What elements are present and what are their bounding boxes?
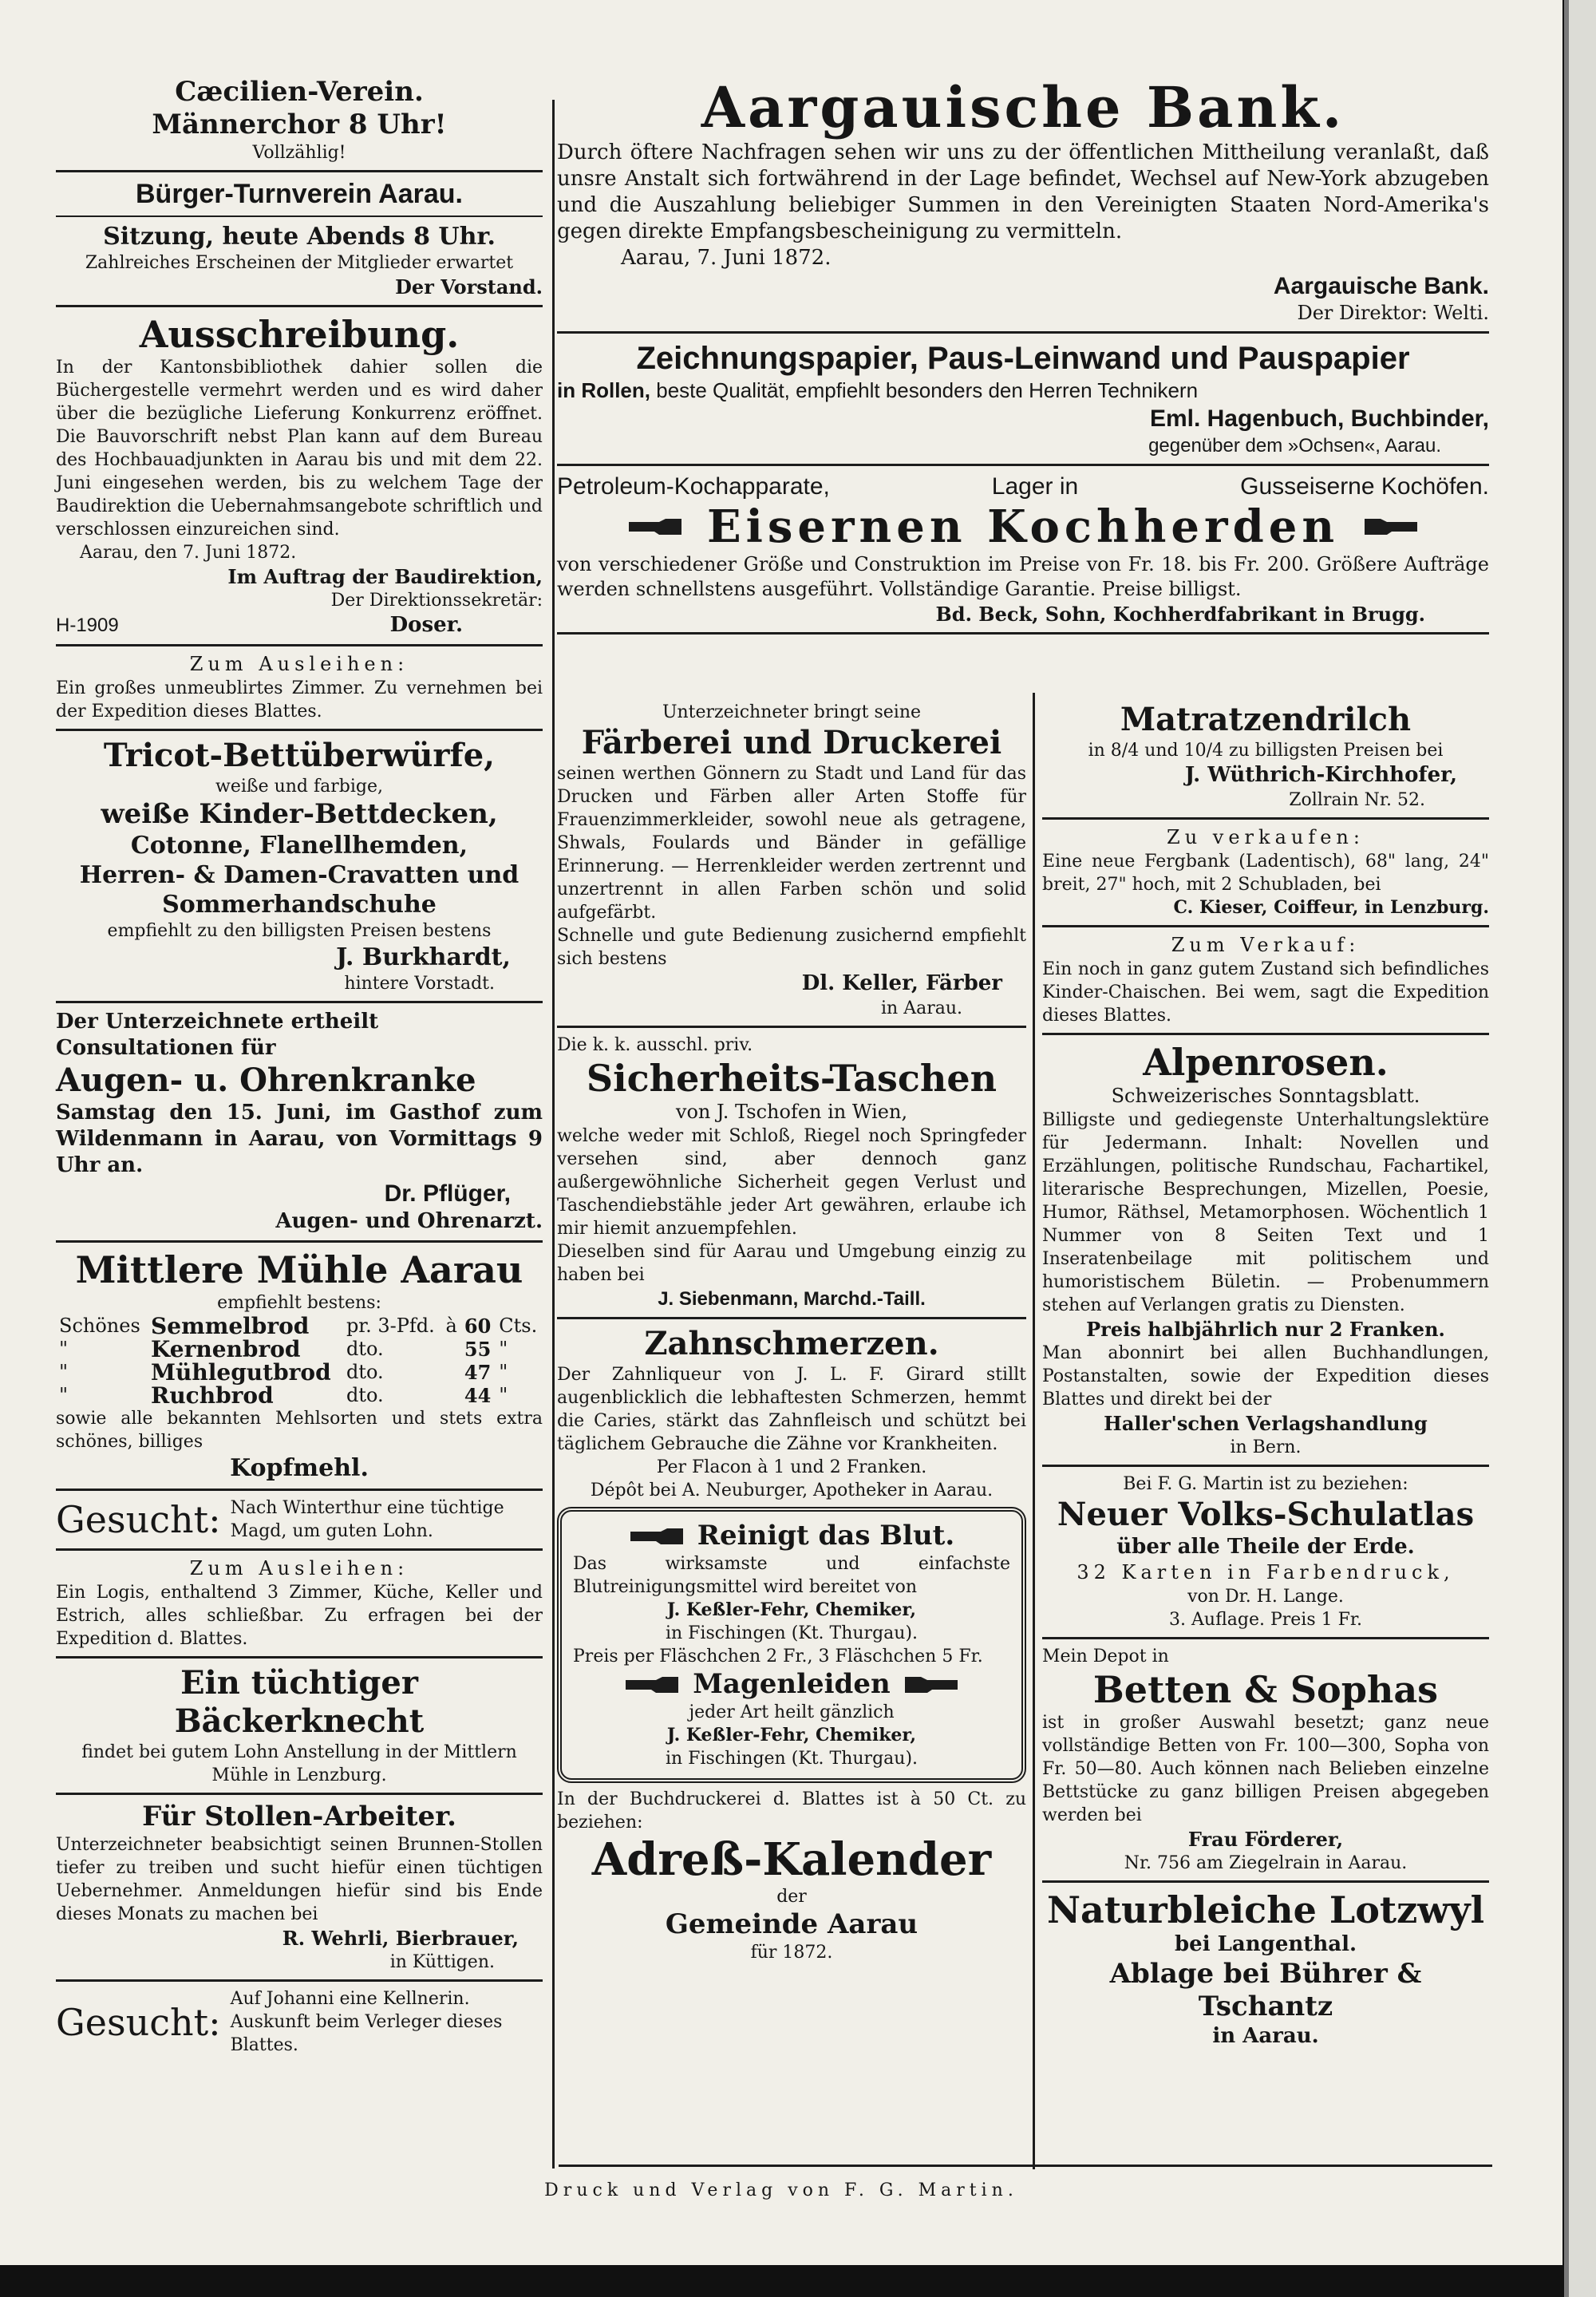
divider [1042, 1637, 1489, 1639]
divider [56, 170, 543, 172]
price-at: à [445, 1315, 457, 1337]
ad-muehle [56, 1248, 543, 1483]
ad-alpenrosen [1042, 1041, 1489, 1459]
fergbank-body: Eine neue Fergbank (Ladentisch), 68" lang, 24" breit, 27" hoch, mit 2 Schubladen, bei [1042, 852, 1489, 895]
divider [1042, 1880, 1489, 1883]
price-row [56, 1338, 543, 1361]
price-value: 60 [464, 1315, 492, 1338]
betten-s1: Frau Förderer, [1187, 1828, 1344, 1851]
betten-title: Betten & Sophas [1092, 1668, 1439, 1711]
price-unit: dto. [346, 1384, 384, 1406]
baecker-title: Ein tüchtiger Bäckerknecht [174, 1664, 425, 1740]
kochherde-title: Eisernen Kochherden [706, 500, 1340, 553]
blut-title2: Magenleiden [693, 1668, 891, 1700]
divider [56, 1240, 543, 1243]
schulatlas-l1: Bei F. G. Martin ist zu beziehen: [1123, 1474, 1408, 1494]
muehle-sub: empfiehlt bestens: [217, 1293, 381, 1313]
ausschreibung-sig3: Doser. [389, 613, 463, 637]
pointing-hand-icon [1363, 517, 1419, 536]
blut-s3: J. Keßler-Fehr, Chemiker, [666, 1725, 917, 1745]
price-row [56, 1361, 543, 1384]
pflueger-l2: Augen- u. Ohrenkranke [56, 1062, 476, 1099]
price-prefix: " [59, 1384, 69, 1406]
tricot-l1: weiße und farbige, [215, 777, 383, 797]
pointing-hand-icon [629, 1527, 685, 1546]
ad-turnverein [56, 178, 543, 299]
bank-title: Aargauische Bank. [701, 74, 1345, 140]
schulatlas-l2: über alle Theile der Erde. [1116, 1535, 1415, 1559]
price-prefix: " [59, 1361, 69, 1383]
pflueger-l3: Samstag den 15. Juni, im Gasthof zum Wildenmann in Aarau, von Vormittags 9 Uhr an. [56, 1101, 543, 1177]
divider [56, 644, 543, 646]
tricot-title: Tricot-Bettüberwürfe, [103, 737, 496, 774]
taschen-l2: von J. Tschofen in Wien, [675, 1101, 908, 1123]
divider [56, 1489, 543, 1491]
stollen-title: Für Stollen-Arbeiter. [142, 1801, 456, 1832]
price-at [443, 1338, 461, 1361]
taschen-title: Sicherheits-Taschen [586, 1057, 998, 1100]
blut-body: Das wirksamste und einfachste Blutreinigungsmittel wird bereitet von [573, 1554, 1010, 1597]
zimmer-title: Zum Ausleihen: [189, 653, 409, 675]
matratzen-l2: J. Wüthrich-Kirchhofer, [1184, 763, 1457, 787]
ad-zimmer [56, 652, 543, 723]
zahn-title: Zahnschmerzen. [644, 1325, 939, 1362]
divider [557, 632, 1489, 635]
bank-sig2: Der Direktor: Welti. [1297, 302, 1489, 324]
price-value: 47 [464, 1361, 492, 1384]
zimmer-body: Ein großes unmeublirtes Zimmer. Zu vernehmen bei der Expedition dieses Blattes. [56, 678, 543, 722]
price-prefix: Schönes [59, 1315, 140, 1337]
ausschreibung-title: Ausschreibung. [139, 313, 460, 356]
turnverein-sign: Der Vorstand. [395, 275, 543, 298]
divider [56, 729, 543, 731]
price-unit: dto. [346, 1361, 384, 1383]
matratzen-l1: in 8/4 und 10/4 zu billigsten Preisen bei [1088, 741, 1444, 761]
hagenbuch-l1a: in Rollen, [557, 378, 650, 402]
stollen-body: Unterzeichneter beabsichtigt seinen Brunnen-Stollen tiefer zu treiben und sucht hiefür einen tüchtigen Uebernehmer. Anmeldungen hiefür sind bis Ende dieses Monats zu machen bei [56, 1835, 543, 1924]
bank-body: Durch öftere Nachfragen sehen wir uns zu der öffentlichen Mittheilung veranlaßt, daß unsre Anstalt sich fortwährend in der Lage befindet, Wechsel auf New-York abzugeben und die Auszahlung beliebiger Summen in den Vereinigten Staaten Nord-Amerika's gegen direkte Empfangsbescheinigung zu vermitteln. [557, 140, 1489, 243]
caecilien-title: Cæcilien-Verein. [175, 76, 424, 108]
bleiche-title: Naturbleiche Lotzwyl [1046, 1888, 1485, 1931]
column-rule-left [552, 100, 555, 2169]
ad-hagenbuch [557, 339, 1489, 458]
hagenbuch-title: Zeichnungspapier, Paus-Leinwand und Pauspapier [636, 341, 1410, 376]
schulatlas-l3: 32 Karten in Farbendruck, [1077, 1561, 1455, 1583]
price-at [443, 1384, 461, 1407]
divider [1042, 925, 1489, 927]
baecker-body: findet bei gutem Lohn Anstellung in der Mittlern Mühle in Lenzburg. [81, 1742, 517, 1785]
price-row [56, 1315, 543, 1338]
pflueger-l5: Augen- und Ohrenarzt. [275, 1209, 543, 1233]
middle-column [557, 701, 1026, 1964]
turnverein-line1: Sitzung, heute Abends 8 Uhr. [103, 223, 496, 251]
kellnerin-head: Gesucht: [56, 2000, 221, 2044]
faerberei-body: seinen werthen Gönnern zu Stadt und Land für das Drucken und Färben aller Arten Stoffe für Frauenzimmerkleider, sowohl neue als getragene, Shwals, Foulards und Bänder in gefällige Erinnerung. — Herrenkleider werden zertrennt und unzertrennt in allen Farben schön und solid aufgefärbt. [557, 764, 1026, 923]
faerberei-sign1: Dl. Keller, Färber [801, 971, 1002, 995]
kochherde-sign: Bd. Beck, Sohn, Kochherdfabrikant in Brugg. [935, 603, 1425, 626]
magd-body: Nach Winterthur eine tüchtige Magd, um guten Lohn. [230, 1498, 504, 1541]
pflueger-l1: Der Unterzeichnete ertheilt Consultationen für [56, 1010, 379, 1060]
alpenrosen-price: Preis halbjährlich nur 2 Franken. [1086, 1318, 1445, 1341]
ad-logis [56, 1556, 543, 1651]
ad-baecker [56, 1664, 543, 1787]
product-name: Kernenbrod [151, 1336, 301, 1362]
price-currency: " [499, 1338, 508, 1360]
scan-margin [1564, 0, 1596, 2297]
divider [557, 464, 1489, 466]
bank-sig1: Aargauische Bank. [1273, 273, 1489, 299]
tricot-l2: weiße Kinder-Bettdecken, [101, 798, 498, 830]
divider [56, 1656, 543, 1659]
divider [1042, 1033, 1489, 1035]
tricot-l5: Sommerhandschuhe [162, 891, 437, 919]
fergbank-sign: C. Kieser, Coiffeur, in Lenzburg. [1173, 897, 1489, 918]
alpenrosen-sub: Schweizerisches Sonntagsblatt. [1111, 1085, 1420, 1107]
ad-blut [557, 1507, 1026, 1783]
muehle-foot2: Kopfmehl. [230, 1454, 369, 1482]
taschen-l1: Die k. k. ausschl. priv. [557, 1035, 753, 1055]
hagenbuch-l3: gegenüber dem »Ochsen«, Aarau. [1148, 435, 1441, 457]
ad-adresskalender [557, 1788, 1026, 1964]
divider [1042, 817, 1489, 820]
matratzen-title: Matratzendrilch [1120, 701, 1412, 738]
ad-pflueger [56, 1009, 543, 1235]
divider [56, 215, 543, 217]
tricot-l6: empfiehlt zu den billigsten Preisen bestens [107, 921, 492, 941]
blut-title: Reinigt das Blut. [697, 1520, 955, 1552]
ad-caecilien [56, 76, 543, 164]
fergbank-title: Zu verkaufen: [1167, 826, 1365, 848]
matratzen-l3: Zollrain Nr. 52. [1289, 790, 1425, 810]
divider [56, 305, 543, 307]
column-rule-right [1033, 693, 1035, 2169]
ad-matratzen [1042, 701, 1489, 812]
ad-tricot [56, 737, 543, 995]
adress-l1: In der Buchdruckerei d. Blattes ist à 50 Ct. zu beziehen: [557, 1789, 1026, 1832]
kochherde-left: Petroleum-Kochapparate, [557, 473, 830, 500]
alpenrosen-s2: in Bern. [1230, 1437, 1302, 1457]
ad-betten [1042, 1645, 1489, 1875]
blut-s2: in Fischingen (Kt. Thurgau). [665, 1623, 918, 1643]
blut-s4: in Fischingen (Kt. Thurgau). [665, 1749, 918, 1769]
kochherde-lager: Lager in [991, 473, 1079, 500]
chaise-body: Ein noch in ganz gutem Zustand sich befindliches Kinder-Chaischen. Bei wem, sagt die Expedition dieses Blattes. [1042, 959, 1489, 1026]
adress-title: Adreß-Kalender [591, 1833, 992, 1886]
pflueger-l4: Dr. Pflüger, [384, 1180, 511, 1207]
zahn-price: Per Flacon à 1 und 2 Franken. [656, 1457, 927, 1477]
betten-s2: Nr. 756 am Ziegelrain in Aarau. [1124, 1853, 1408, 1873]
pointing-hand-icon [624, 1675, 680, 1694]
blut-s1: J. Keßler-Fehr, Chemiker, [666, 1599, 917, 1620]
divider [557, 1026, 1026, 1028]
divider [56, 1793, 543, 1795]
taschen-body: welche weder mit Schloß, Riegel noch Springfeder versehen sind, aber dennoch ganz außergewöhnliche Sicherheit gegen Verlust und Taschendiebstähle jeder Art gewähren, erlaube ich mir hiemit anzuempfehlen. [557, 1126, 1026, 1239]
logis-body: Ein Logis, enthaltend 3 Zimmer, Küche, Keller und Estrich, alles schließbar. Zu erfragen bei der Expedition d. Blattes. [56, 1583, 543, 1649]
kochherde-body: von verschiedener Größe und Construktion im Preise von Fr. 18. bis Fr. 200. Größere Aufträge werden schnellstens ausgeführt. Vollständige Garantie. Preise billigst. [557, 553, 1489, 600]
betten-l1: Mein Depot in [1042, 1647, 1169, 1666]
adress-year: für 1872. [750, 1943, 833, 1963]
faerberei-title: Färberei und Druckerei [581, 724, 1002, 761]
pointing-hand-icon [627, 517, 683, 536]
ad-chaise [1042, 933, 1489, 1027]
ad-bleiche [1042, 1888, 1489, 2050]
wide-top-section [557, 76, 1489, 640]
price-at [443, 1361, 461, 1384]
alpenrosen-s1: Haller'schen Verlagshandlung [1104, 1412, 1428, 1435]
taschen-sign: J. Siebenmann, Marchd.-Taill. [658, 1288, 926, 1310]
ad-kochherde [557, 472, 1489, 627]
turnverein-line2: Zahlreiches Erscheinen der Mitglieder erwartet [85, 253, 514, 273]
bleiche-l1: bei Langenthal. [1175, 1932, 1357, 1956]
ad-kellnerin [56, 1987, 543, 2057]
ausschreibung-sig1: Im Auftrag der Baudirektion, [227, 565, 543, 588]
pointing-hand-icon [903, 1675, 959, 1694]
alpenrosen-body2: Man abonnirt bei allen Buchhandlungen, Postanstalten, sowie der Expedition dieses Blattes und direkt bei der [1042, 1343, 1489, 1409]
schulatlas-title: Neuer Volks-Schulatlas [1057, 1496, 1475, 1533]
ad-bank [557, 76, 1489, 326]
zahn-depot: Dépôt bei A. Neuburger, Apotheker in Aarau. [590, 1481, 994, 1500]
product-name: Ruchbrod [151, 1382, 274, 1409]
left-column [56, 76, 543, 2057]
price-table [56, 1315, 543, 1407]
price-prefix: " [59, 1338, 69, 1360]
ausschreibung-date: Aarau, den 7. Juni 1872. [80, 543, 297, 563]
bank-date: Aarau, 7. Juni 1872. [621, 246, 832, 270]
adress-name: Gemeinde Aarau [665, 1908, 918, 1940]
stollen-sign2: in Küttigen. [389, 1952, 495, 1972]
ad-zahn [557, 1325, 1026, 1502]
ad-taschen [557, 1034, 1026, 1311]
product-name: Semmelbrod [151, 1313, 310, 1339]
blut-price: Preis per Fläschchen 2 Fr., 3 Fläschchen 5 Fr. [573, 1647, 983, 1666]
zahn-body: Der Zahnliqueur von J. L. F. Girard stillt augenblicklich die lebhaftesten Schmerzen, hemmt die Caries, stärkt das Zahnfleisch und schützt bei täglichem Gebrauche die Zähne vor Krankheiten. [557, 1365, 1026, 1454]
divider [56, 1548, 543, 1551]
alpenrosen-title: Alpenrosen. [1143, 1041, 1389, 1084]
schulatlas-l4: von Dr. H. Lange. [1187, 1587, 1344, 1607]
ad-ausschreibung [56, 313, 543, 638]
price-currency: Cts. [499, 1315, 538, 1337]
tricot-l3: Cotonne, Flanellhemden, [130, 832, 468, 860]
product-name: Mühlegutbrod [151, 1359, 331, 1386]
adress-der: der [776, 1887, 807, 1907]
ad-faerberei [557, 701, 1026, 1020]
betten-body: ist in großer Auswahl besetzt; ganz neue vollständige Betten von Fr. 100—300, Sopha von Fr. 50—80. Auch können nach Belieben einzelne Bettstücke zu ganz billigen Preisen abgegeben werden bei [1042, 1713, 1489, 1825]
kochherde-right: Gusseiserne Kochöfen. [1240, 473, 1489, 500]
tricot-l4: Herren- & Damen-Cravatten und [79, 861, 519, 889]
divider [557, 1317, 1026, 1319]
caecilien-line1: Männerchor 8 Uhr! [152, 109, 447, 140]
hagenbuch-l2: Eml. Hagenbuch, Buchbinder, [1149, 405, 1489, 432]
alpenrosen-body: Billigste und gediegenste Unterhaltungslektüre für Jedermann. Inhalt: Novellen und Erzählungen, politische Rundschau, Fachartikel, literarische Besprechungen, Mizellen, Poesie, Humor, Räthsel, Metamorphosen. Wöchentlich 1 Nummer von 8 Seiten Text und 1 Inseratenbeilage mit politischem und humoristischem Bületin. — Probenummern stehen auf Verlangen gratis zu Diensten. [1042, 1110, 1489, 1315]
price-value: 44 [464, 1384, 492, 1407]
divider [56, 1001, 543, 1003]
price-row [56, 1384, 543, 1407]
faerberei-l1: Unterzeichneter bringt seine [662, 702, 922, 722]
faerberei-sign2: in Aarau. [881, 998, 962, 1018]
footer-rule [559, 2165, 1492, 2167]
stollen-sign1: R. Wehrli, Bierbrauer, [282, 1927, 519, 1950]
tricot-l7: J. Burkhardt, [336, 943, 511, 971]
tricot-l8: hintere Vorstadt. [344, 974, 495, 994]
chaise-title: Zum Verkauf: [1171, 934, 1361, 956]
turnverein-title: Bürger-Turnverein Aarau. [136, 179, 463, 209]
ad-magd [56, 1496, 543, 1543]
ausschreibung-sig2: Der Direktionssekretär: [330, 591, 543, 611]
divider [557, 331, 1489, 334]
muehle-title: Mittlere Mühle Aarau [75, 1248, 523, 1291]
ad-schulatlas [1042, 1473, 1489, 1631]
ad-stollen [56, 1801, 543, 1974]
logis-title: Zum Ausleihen: [189, 1557, 409, 1579]
muehle-foot1: sowie alle bekannten Mehlsorten und stets extra schönes, billiges [56, 1409, 543, 1452]
divider [1042, 1465, 1489, 1467]
ad-fergbank [1042, 825, 1489, 919]
price-currency: " [499, 1361, 508, 1383]
kellnerin-body: Auf Johanni eine Kellnerin. Auskunft beim Verleger dieses Blattes. [230, 1989, 503, 2055]
imprint-footer: Druck und Verlag von F. G. Martin. [544, 2180, 1018, 2200]
ausschreibung-code: H-1909 [56, 615, 119, 636]
divider [56, 1979, 543, 1982]
price-unit: pr. 3-Pfd. [346, 1315, 435, 1337]
hagenbuch-l1b: beste Qualität, empfiehlt besonders den Herren Technikern [656, 378, 1199, 402]
bleiche-l2: Ablage bei Bührer & Tschantz [1109, 1958, 1422, 2022]
price-value: 55 [464, 1338, 492, 1361]
magd-head: Gesucht: [56, 1498, 221, 1541]
taschen-body2: Dieselben sind für Aarau und Umgebung einzig zu haben bei [557, 1242, 1026, 1285]
schulatlas-l5: 3. Auflage. Preis 1 Fr. [1169, 1610, 1362, 1630]
price-unit: dto. [346, 1338, 384, 1360]
faerberei-l2: Schnelle und gute Bedienung zusichernd empfiehlt sich bestens [557, 926, 1026, 969]
price-currency: " [499, 1384, 508, 1406]
right-column [1042, 701, 1489, 2050]
ausschreibung-body: In der Kantonsbibliothek dahier sollen die Büchergestelle vermehrt werden und es wird daher über die bezügliche Lieferung Konkurrenz eröffnet. Die Bauvorschrift nebst Plan kann auf dem Bureau des Hochbauadjunkten in Aarau bis und mit dem 22. Juni eingesehen werden, bis zu welchem Tage der Baudirektion die Uebernahmsangebote schriftlich und verschlossen einzureichen sind. [56, 358, 543, 540]
blut-body2: jeder Art heilt gänzlich [689, 1702, 895, 1722]
bleiche-l3: in Aarau. [1212, 2024, 1319, 2048]
caecilien-line2: Vollzählig! [252, 143, 346, 163]
